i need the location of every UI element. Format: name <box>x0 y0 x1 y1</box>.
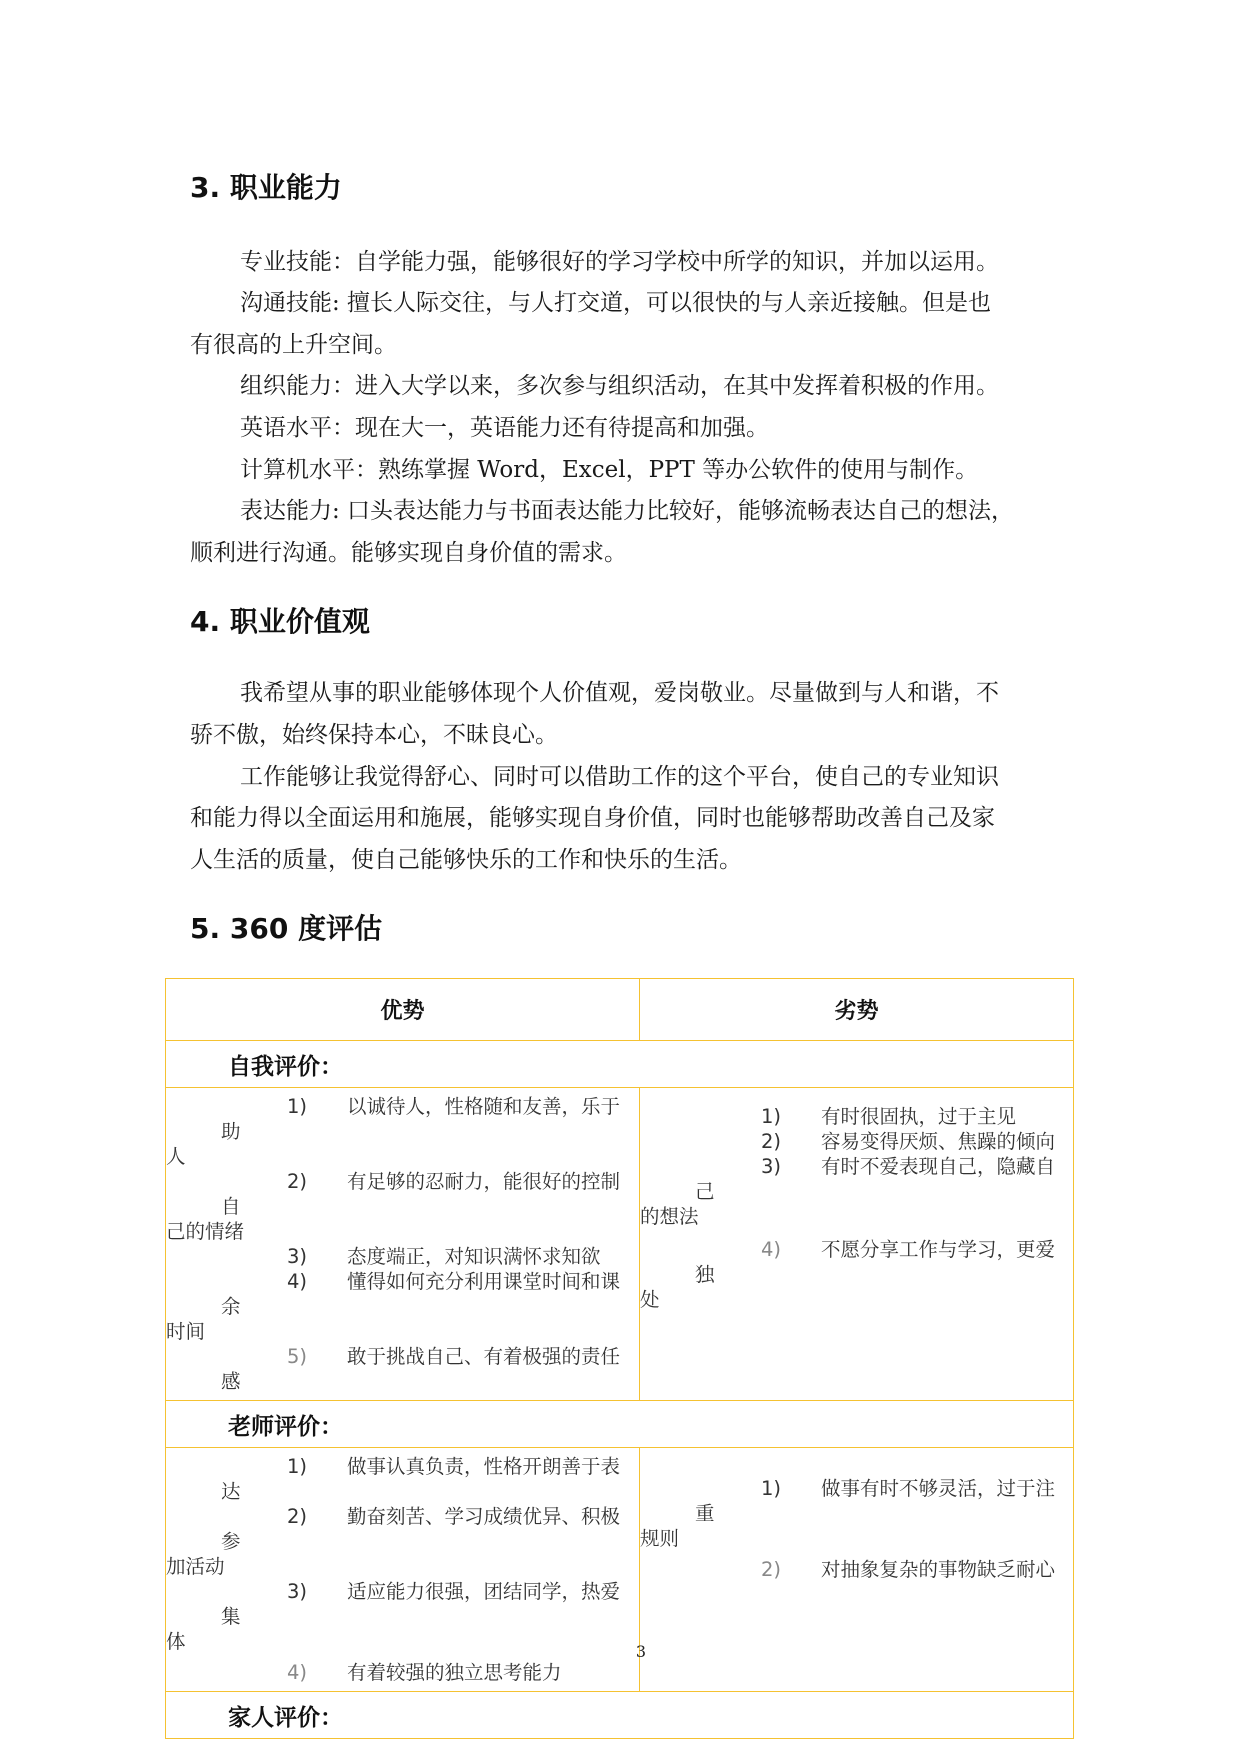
group-row-teacher <box>166 1401 1074 1448</box>
list-item: 1) 做事有时不够灵活，过于注重 规则 <box>640 1477 1056 1550</box>
s4-line-5: 人生活的质量，使自己能够快乐的工作和快乐的生活。 <box>190 847 742 873</box>
teacher-weaknesses-list <box>640 1448 1073 1588</box>
list-item: 4) 不愿分享工作与学习，更爱独 处 <box>640 1238 1056 1311</box>
self-strengths-list <box>166 1088 639 1400</box>
s4-line-4: 和能力得以全面运用和施展，能够实现自身价值，同时也能够帮助改善自己及家 <box>190 805 995 831</box>
s3-line-5: 英语水平：现在大一，英语能力还有待提高和加强。 <box>240 415 769 441</box>
s4-line-3: 工作能够让我觉得舒心、同时可以借助工作的这个平台，使自己的专业知识 <box>240 764 999 790</box>
table-header-row <box>166 979 1074 1041</box>
group-label-teacher: 老师评价： <box>166 1401 1074 1448</box>
section-5-heading: 5. 360 度评估 <box>190 912 383 945</box>
list-item: 2) 对抽象复杂的事物缺乏耐心 <box>760 1558 1056 1581</box>
list-item: 3) 适应能力很强，团结同学，热爱集 体 <box>166 1580 621 1653</box>
self-weaknesses-cell <box>640 1088 1074 1401</box>
s4-line-1: 我希望从事的职业能够体现个人价值观，爱岗敬业。尽量做到与人和谐，不 <box>240 680 999 706</box>
s3-line-6: 计算机水平：熟练掌握 Word，Excel，PPT 等办公软件的使用与制作。 <box>240 457 979 483</box>
table-row <box>166 1088 1074 1401</box>
list-item: 3) 态度端正，对知识满怀求知欲 <box>286 1245 601 1268</box>
list-item: 1) 做事认真负责，性格开朗善于表达 <box>221 1455 621 1503</box>
list-item: 4) 有着较强的独立思考能力 <box>286 1661 562 1684</box>
section-4-heading: 4. 职业价值观 <box>190 605 370 638</box>
s3-line-1: 专业技能：自学能力强，能够很好的学习学校中所学的知识，并加以运用。 <box>240 249 999 275</box>
group-label-self: 自我评价： <box>166 1041 1074 1088</box>
header-weaknesses: 劣势 <box>640 979 1074 1041</box>
s3-line-2: 沟通技能: 擅长人际交往，与人打交道，可以很快的与人亲近接触。但是也 <box>240 290 992 316</box>
list-item: 5) 敢于挑战自己、有着极强的责任感 <box>221 1345 621 1393</box>
evaluation-table <box>165 978 1074 1739</box>
list-item: 1) 有时很固执，过于主见 <box>760 1105 1017 1128</box>
group-row-self <box>166 1041 1074 1088</box>
s3-line-4: 组织能力：进入大学以来，多次参与组织活动，在其中发挥着积极的作用。 <box>240 373 999 399</box>
self-strengths-cell <box>166 1088 640 1401</box>
s4-line-2: 骄不傲，始终保持本心，不昧良心。 <box>190 722 558 748</box>
list-item: 2) 容易变得厌烦、焦躁的倾向 <box>760 1130 1056 1153</box>
list-item: 2) 勤奋刻苦、学习成绩优异、积极参 加活动 <box>166 1505 621 1578</box>
list-item: 1) 以诚待人，性格随和友善，乐于助 人 <box>166 1095 621 1168</box>
list-item: 2) 有足够的忍耐力，能很好的控制自 己的情绪 <box>166 1170 621 1243</box>
list-item: 4) 懂得如何充分利用课堂时间和课余 时间 <box>166 1270 621 1343</box>
self-weaknesses-list <box>640 1088 1073 1318</box>
group-label-family: 家人评价： <box>166 1692 1074 1739</box>
s3-line-8: 顺利进行沟通。能够实现自身价值的需求。 <box>190 540 627 566</box>
list-item: 3) 有时不爱表现自己，隐藏自己 的想法 <box>640 1155 1056 1228</box>
group-row-family <box>166 1692 1074 1739</box>
section-3-heading: 3. 职业能力 <box>190 171 342 204</box>
header-strengths: 优势 <box>166 979 640 1041</box>
s3-line-7: 表达能力: 口头表达能力与书面表达能力比较好，能够流畅表达自己的想法， <box>240 498 1015 524</box>
s3-line-3: 有很高的上升空间。 <box>190 332 397 358</box>
page-number: 3 <box>635 1642 647 1661</box>
